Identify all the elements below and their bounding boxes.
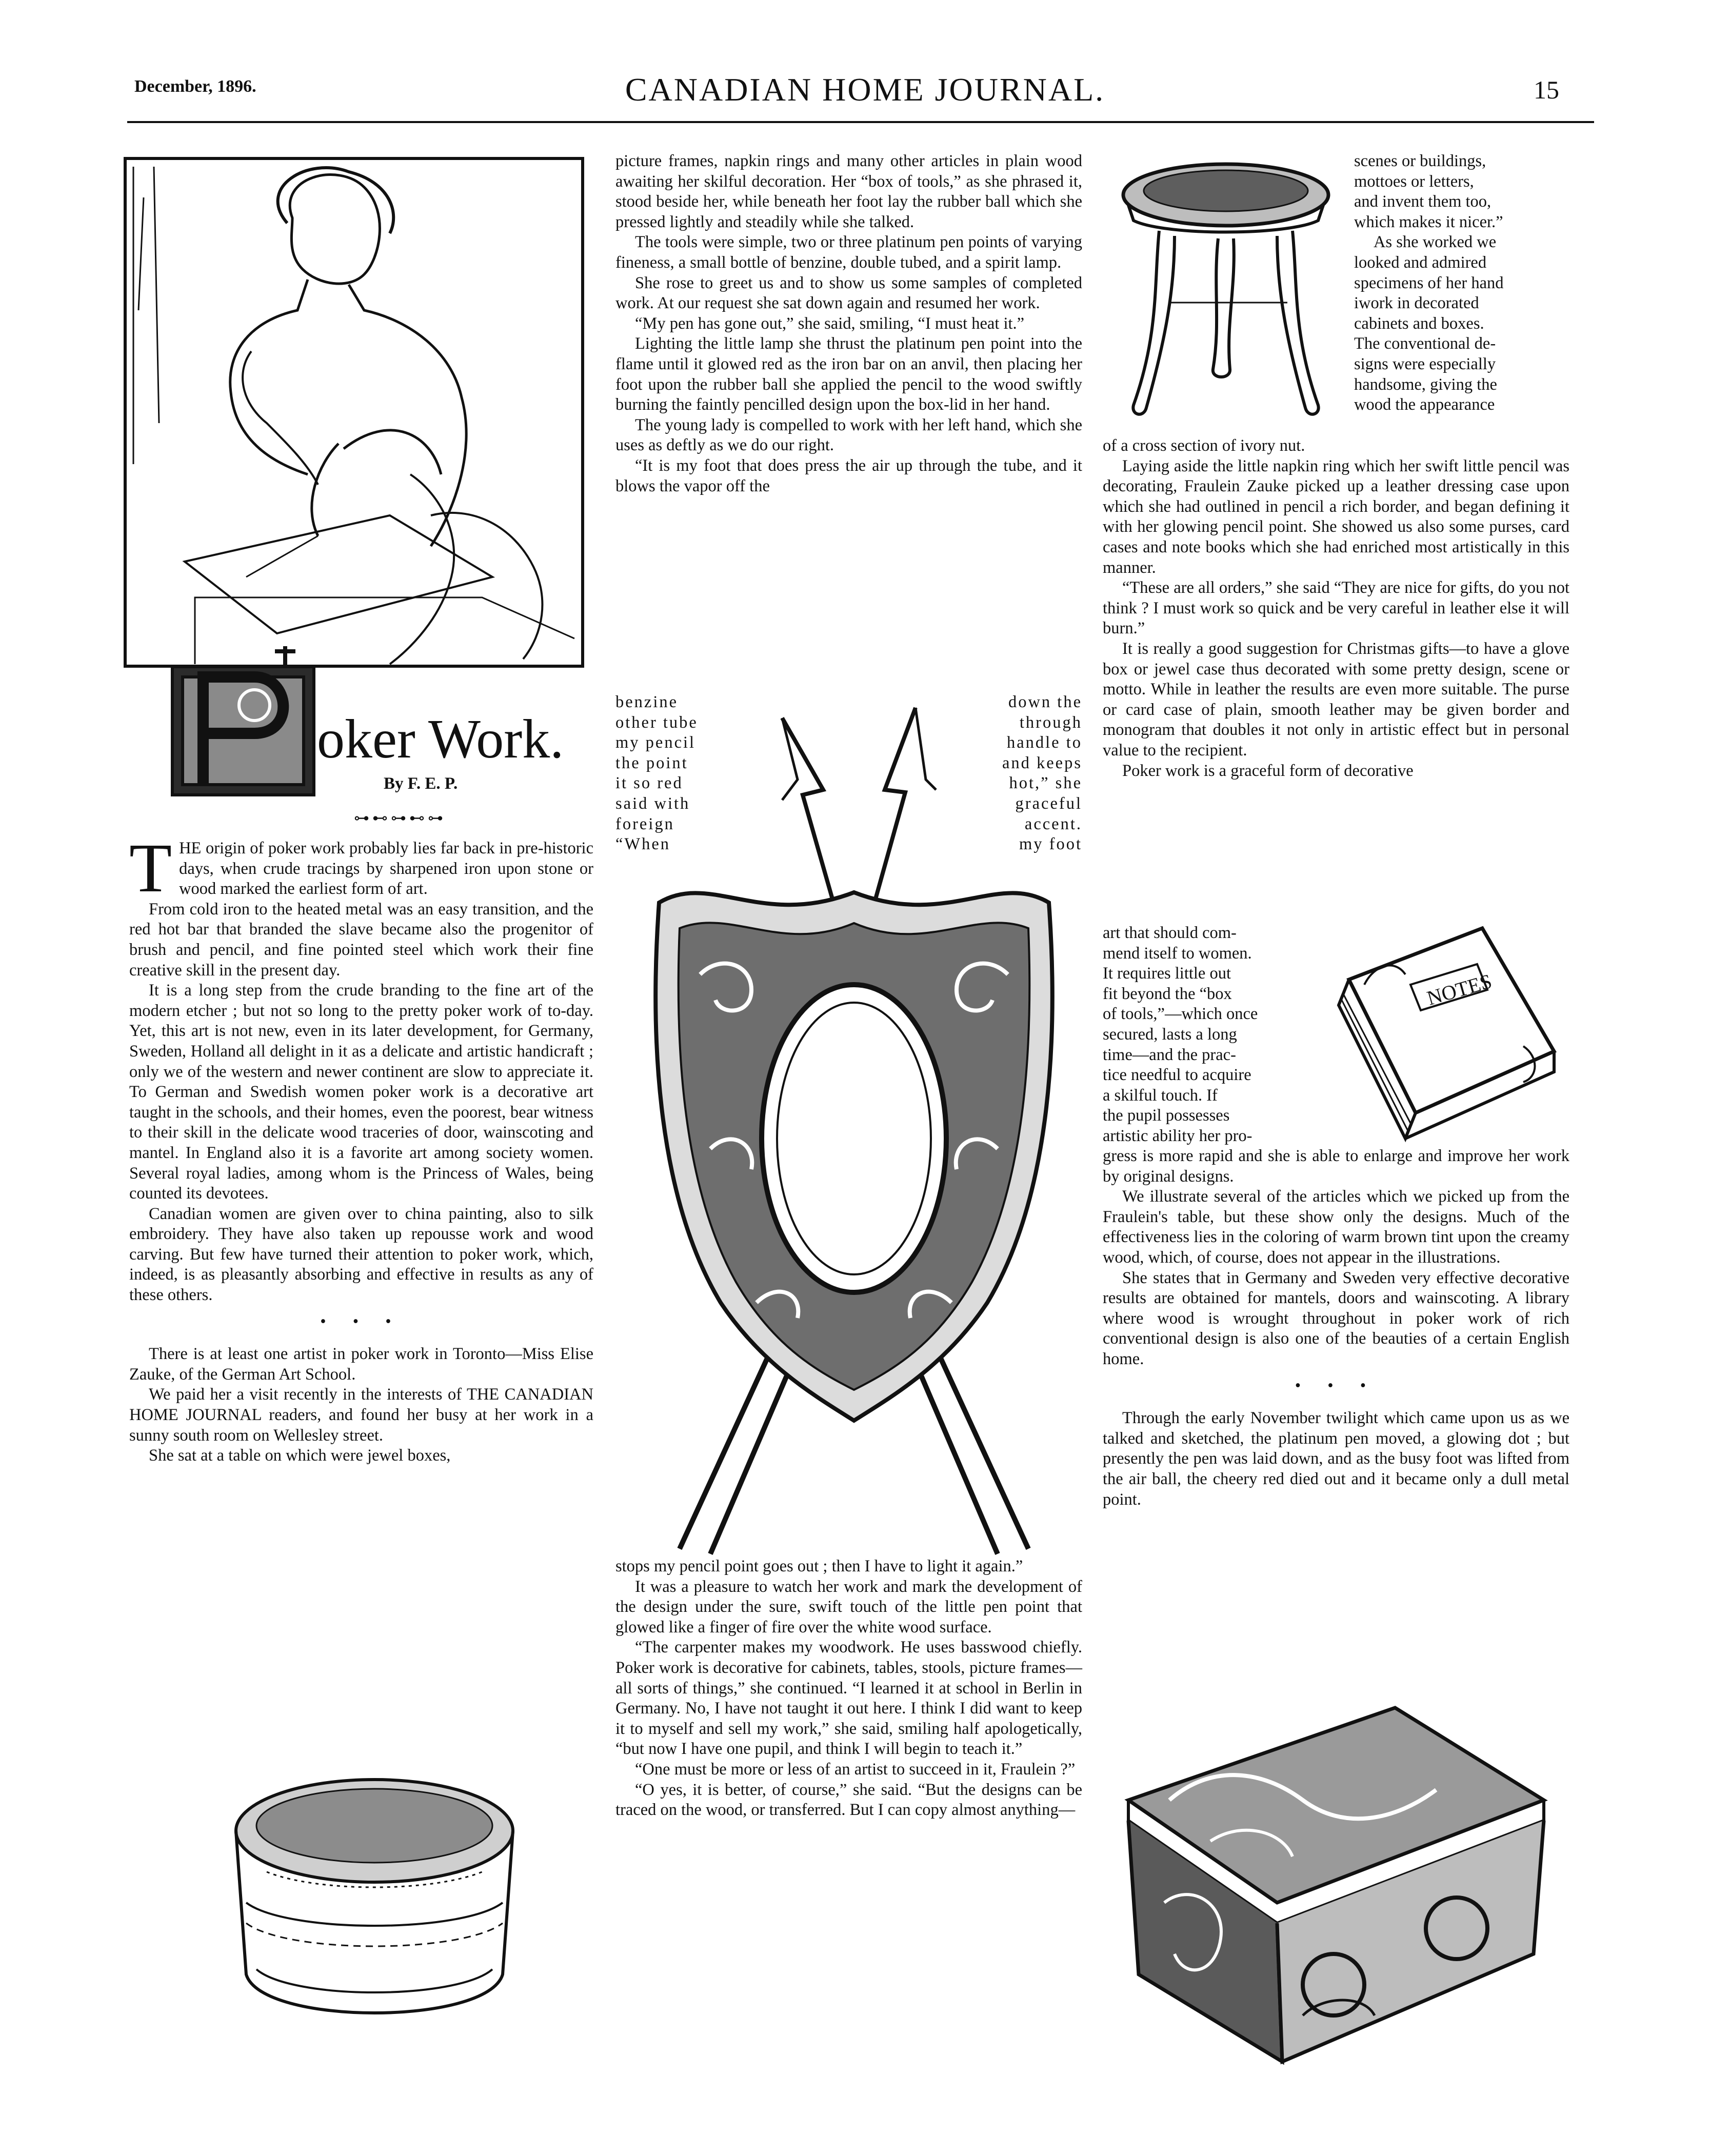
- header-rule: [127, 121, 1594, 123]
- wrap-line: it so red: [615, 774, 683, 793]
- paragraph: There is at least one artist in poker work in Toronto—Miss Elise Zauke, of the German Art School.: [129, 1345, 593, 1384]
- wrap-line: mend itself to women.: [1103, 944, 1252, 963]
- wrap-line: “When: [615, 835, 671, 854]
- title-ornament: ⊶⊷⊶⊷⊶: [354, 810, 446, 827]
- paragraph: HE origin of poker work probably lies far back in pre-historic days, when crude tracings by sharpened iron upon stone or wood marked the earliest form of art.: [179, 839, 593, 899]
- wrap-line: a skilful touch. If: [1103, 1086, 1218, 1105]
- wrap-line: benzine: [615, 693, 679, 711]
- wrap-line: fit beyond the “box: [1103, 984, 1232, 1003]
- column-2-top: [615, 151, 1082, 496]
- paragraph: It was a pleasure to watch her work and mark the development of the design under the sure, swift touch of the little pen point that glowed like a finger of fire over the white wood surface.: [615, 1577, 1082, 1636]
- wrap-line: of tools,”—which once: [1103, 1005, 1258, 1024]
- wrap-line: other tube: [615, 713, 698, 732]
- carved-box-illustration: [1108, 1687, 1559, 2067]
- woman-at-work-illustration: [123, 156, 585, 674]
- article-title: oker Work.: [317, 709, 564, 770]
- paragraph: “My pen has gone out,” she said, smiling, “I must heat it.”: [635, 314, 1025, 333]
- wrap-line: handle to: [1006, 733, 1082, 752]
- paragraph: “One must be more or less of an artist to succeed in it, Fraulein ?”: [635, 1760, 1076, 1779]
- paragraph: stops my pencil point goes out ; then I have to light it again.”: [615, 1557, 1023, 1575]
- section-separator: • • •: [320, 1312, 403, 1331]
- wrap-line: It requires little out: [1103, 964, 1231, 983]
- drop-cap: T: [129, 830, 172, 907]
- stool-illustration: [1103, 149, 1349, 436]
- paragraph: We illustrate several of the articles which we picked up from the Fraulein's table, but these show only the designs. Much of the effectiveness lies in the coloring of warm brown tint upon the creamy wood, which, of course, does not appear in the illustrations.: [1103, 1187, 1569, 1267]
- wrap-line: and keeps: [1002, 753, 1082, 772]
- wrap-line: specimens of her hand: [1354, 273, 1504, 292]
- paragraph: We paid her a visit recently in the interests of THE CANADIAN HOME JOURNAL readers, and found her busy at her work in a sunny south room on Wellesley street.: [129, 1385, 593, 1445]
- paragraph: The young lady is compelled to work with her left hand, which she uses as deftly as we do our right.: [615, 415, 1082, 455]
- wrap-line: looked and admired: [1354, 253, 1487, 272]
- wrap-line: the point: [615, 753, 688, 772]
- paragraph: She sat at a table on which were jewel boxes,: [149, 1446, 451, 1465]
- wrap-line: signs were especially: [1354, 354, 1496, 373]
- issue-date: December, 1896.: [134, 77, 256, 96]
- wrap-line: time—and the prac-: [1103, 1045, 1236, 1064]
- wrap-line: iwork in decorated: [1354, 294, 1479, 313]
- paragraph: Lighting the little lamp she thrust the platinum pen point into the flame until it glowed red as the iron bar on an anvil, then placing her foot upon the rubber ball she applied the pencil to the wood swiftly burning the faintly pencilled design upon the box-lid in her hand.: [615, 334, 1082, 414]
- column-1: [129, 830, 593, 1466]
- wrap-line: handsome, giving the: [1354, 375, 1497, 394]
- wrap-line: graceful: [1015, 794, 1082, 813]
- book-wrap-text: [1103, 923, 1313, 1147]
- round-box-illustration: [215, 1769, 533, 2057]
- byline: By F. E. P.: [384, 774, 458, 793]
- paragraph: “O yes, it is better, of course,” she said. “But the designs can be traced on the wood, or transferred. But I can copy almost anything—: [615, 1780, 1082, 1820]
- wrap-line: which makes it nicer.”: [1354, 212, 1503, 231]
- wrap-line: my pencil: [615, 733, 696, 752]
- paragraph: She rose to greet us and to show us some samples of completed work. At our request she sat down again and resumed her work.: [615, 273, 1082, 313]
- paragraph: She states that in Germany and Sweden very effective decorative results are obtained for mantels, doors and wainscoting. A library where wood is wrought throughout in poker work of rich conventional design is also one of the beauties of a certain English home.: [1103, 1268, 1569, 1368]
- book-label: NOTES: [1424, 969, 1495, 1010]
- wrap-line: accent.: [1024, 814, 1082, 833]
- wrap-line: and invent them too,: [1354, 192, 1492, 211]
- paragraph: “The carpenter makes my woodwork. He uses basswood chiefly. Poker work is decorative for cabinets, tables, stools, picture frames—all sorts of things,” she continued. “I learned it at school in Berlin in Germany. No, I have not taught it out here. I think I did want to keep it to myself and sell my work,” she said, smiling half apologetically, “but now I have one pupil, and think I will begin to teach it.”: [615, 1638, 1082, 1759]
- wrap-line: said with: [615, 794, 690, 813]
- wrap-line: wood the appearance: [1354, 395, 1495, 414]
- column-2-bottom: [615, 1556, 1082, 1821]
- wrap-line: my foot: [1019, 835, 1082, 854]
- wrap-line: foreign: [615, 814, 674, 833]
- paragraph: “These are all orders,” she said “They are nice for gifts, do you not think ? I must work so quick and be very careful in leather else it will burn.”: [1103, 578, 1569, 638]
- paragraph: The tools were simple, two or three platinum pen points of varying fineness, a small bottle of benzine, double tubed, and a spirit lamp.: [615, 233, 1082, 272]
- wrap-line: artistic ability her pro-: [1103, 1126, 1252, 1145]
- wrap-line: the pupil possesses: [1103, 1106, 1230, 1125]
- stool-wrap-text: [1354, 151, 1569, 415]
- wrap-line: through: [1019, 713, 1082, 732]
- paragraph: It is a long step from the crude branding to the fine art of the modern etcher ; but not so long to the pretty poker work of to-day. Yet, this art is not new, even in its later development, for Germany, Sweden, Holland all delight in it as a delicate and artistic handicraft ; only we of the western and newer continent are slow to appreciate it. To German and Swedish women poker work is a decorative art taught in the schools, and their homes, even the poorest, bear witness to their skill in the delicate wood traceries of door, wainscoting and mantel. In England also it is a favorite art among society women. Several royal ladies, among whom is the Princess of Wales, being counted its devotees.: [129, 981, 593, 1203]
- paragraph: Through the early November twilight which came upon us as we talked and sketched, the platinum pen moved, a glowing dot ; but presently the pen was laid down, and as the busy foot was lifted from the air ball, the cheery red died out and it became only a dull metal point.: [1103, 1409, 1569, 1509]
- paragraph: Canadian women are given over to china painting, also to silk embroidery. They have also taken up repousse work and wood carving. But few have turned their attention to poker work, which, indeed, is as pleasantly absorbing and effective in results as any of these others.: [129, 1204, 593, 1305]
- section-separator: • • •: [1295, 1376, 1378, 1395]
- paragraph: Poker work is a graceful form of decorative: [1122, 761, 1414, 780]
- wrap-line: scenes or buildings,: [1354, 152, 1486, 170]
- paragraph: Laying aside the little napkin ring which her swift little pencil was decorating, Fraulein Zauke picked up a leather dressing case upon which she had outlined in pencil a rich border, and began defining it with her glowing pencil point. She showed us also some purses, card cases and note books which she had enriched most artistically in this manner.: [1103, 456, 1569, 577]
- wrap-line: mottoes or letters,: [1354, 172, 1474, 191]
- decorative-initial-p: [167, 646, 319, 800]
- page-number: 15: [1534, 75, 1559, 104]
- wrap-line: As she worked we: [1374, 233, 1497, 252]
- paragraph: “It is my foot that does press the air up through the tube, and it blows the vapor off the: [615, 456, 1082, 495]
- wrap-line: hot,” she: [1009, 774, 1082, 793]
- wrap-line: cabinets and boxes.: [1354, 314, 1484, 333]
- journal-title: CANADIAN HOME JOURNAL.: [625, 71, 1105, 108]
- paragraph: picture frames, napkin rings and many other articles in plain wood awaiting her skilful decoration. Her “box of tools,” as she phrased it, stood beside her, while beneath her foot lay the rubber ball which she pressed lightly and steadily while she talked.: [615, 152, 1082, 231]
- column-3-lower: [1103, 1146, 1569, 1510]
- wrap-line: down the: [1008, 693, 1082, 711]
- wrap-line: secured, lasts a long: [1103, 1025, 1237, 1044]
- shield-frame-illustration: [628, 687, 1080, 1559]
- column-3-middle: [1103, 436, 1569, 781]
- paragraph: of a cross section of ivory nut.: [1103, 436, 1305, 455]
- paragraph: gress is more rapid and she is able to enlarge and improve her work by original designs.: [1103, 1147, 1569, 1186]
- wrap-line: tice needful to acquire: [1103, 1066, 1251, 1085]
- paragraph: From cold iron to the heated metal was an easy transition, and the red hot bar that branded the slave became also the progenitor of brush and pencil, and fine pointed steel which work their fine creative skill in the present day.: [129, 900, 593, 980]
- wrap-line: The conventional de-: [1354, 334, 1496, 353]
- wrap-line: art that should com-: [1103, 924, 1237, 942]
- notes-book-illustration: [1328, 918, 1564, 1144]
- paragraph: It is really a good suggestion for Christmas gifts—to have a glove box or jewel case thus decorated with some pretty design, scene or motto. While in leather the results are even more suitable. The purse or card case of plain, smooth leather may be given border and monogram that doubles it not only in artistic effect but in personal value to the recipient.: [1103, 639, 1569, 760]
